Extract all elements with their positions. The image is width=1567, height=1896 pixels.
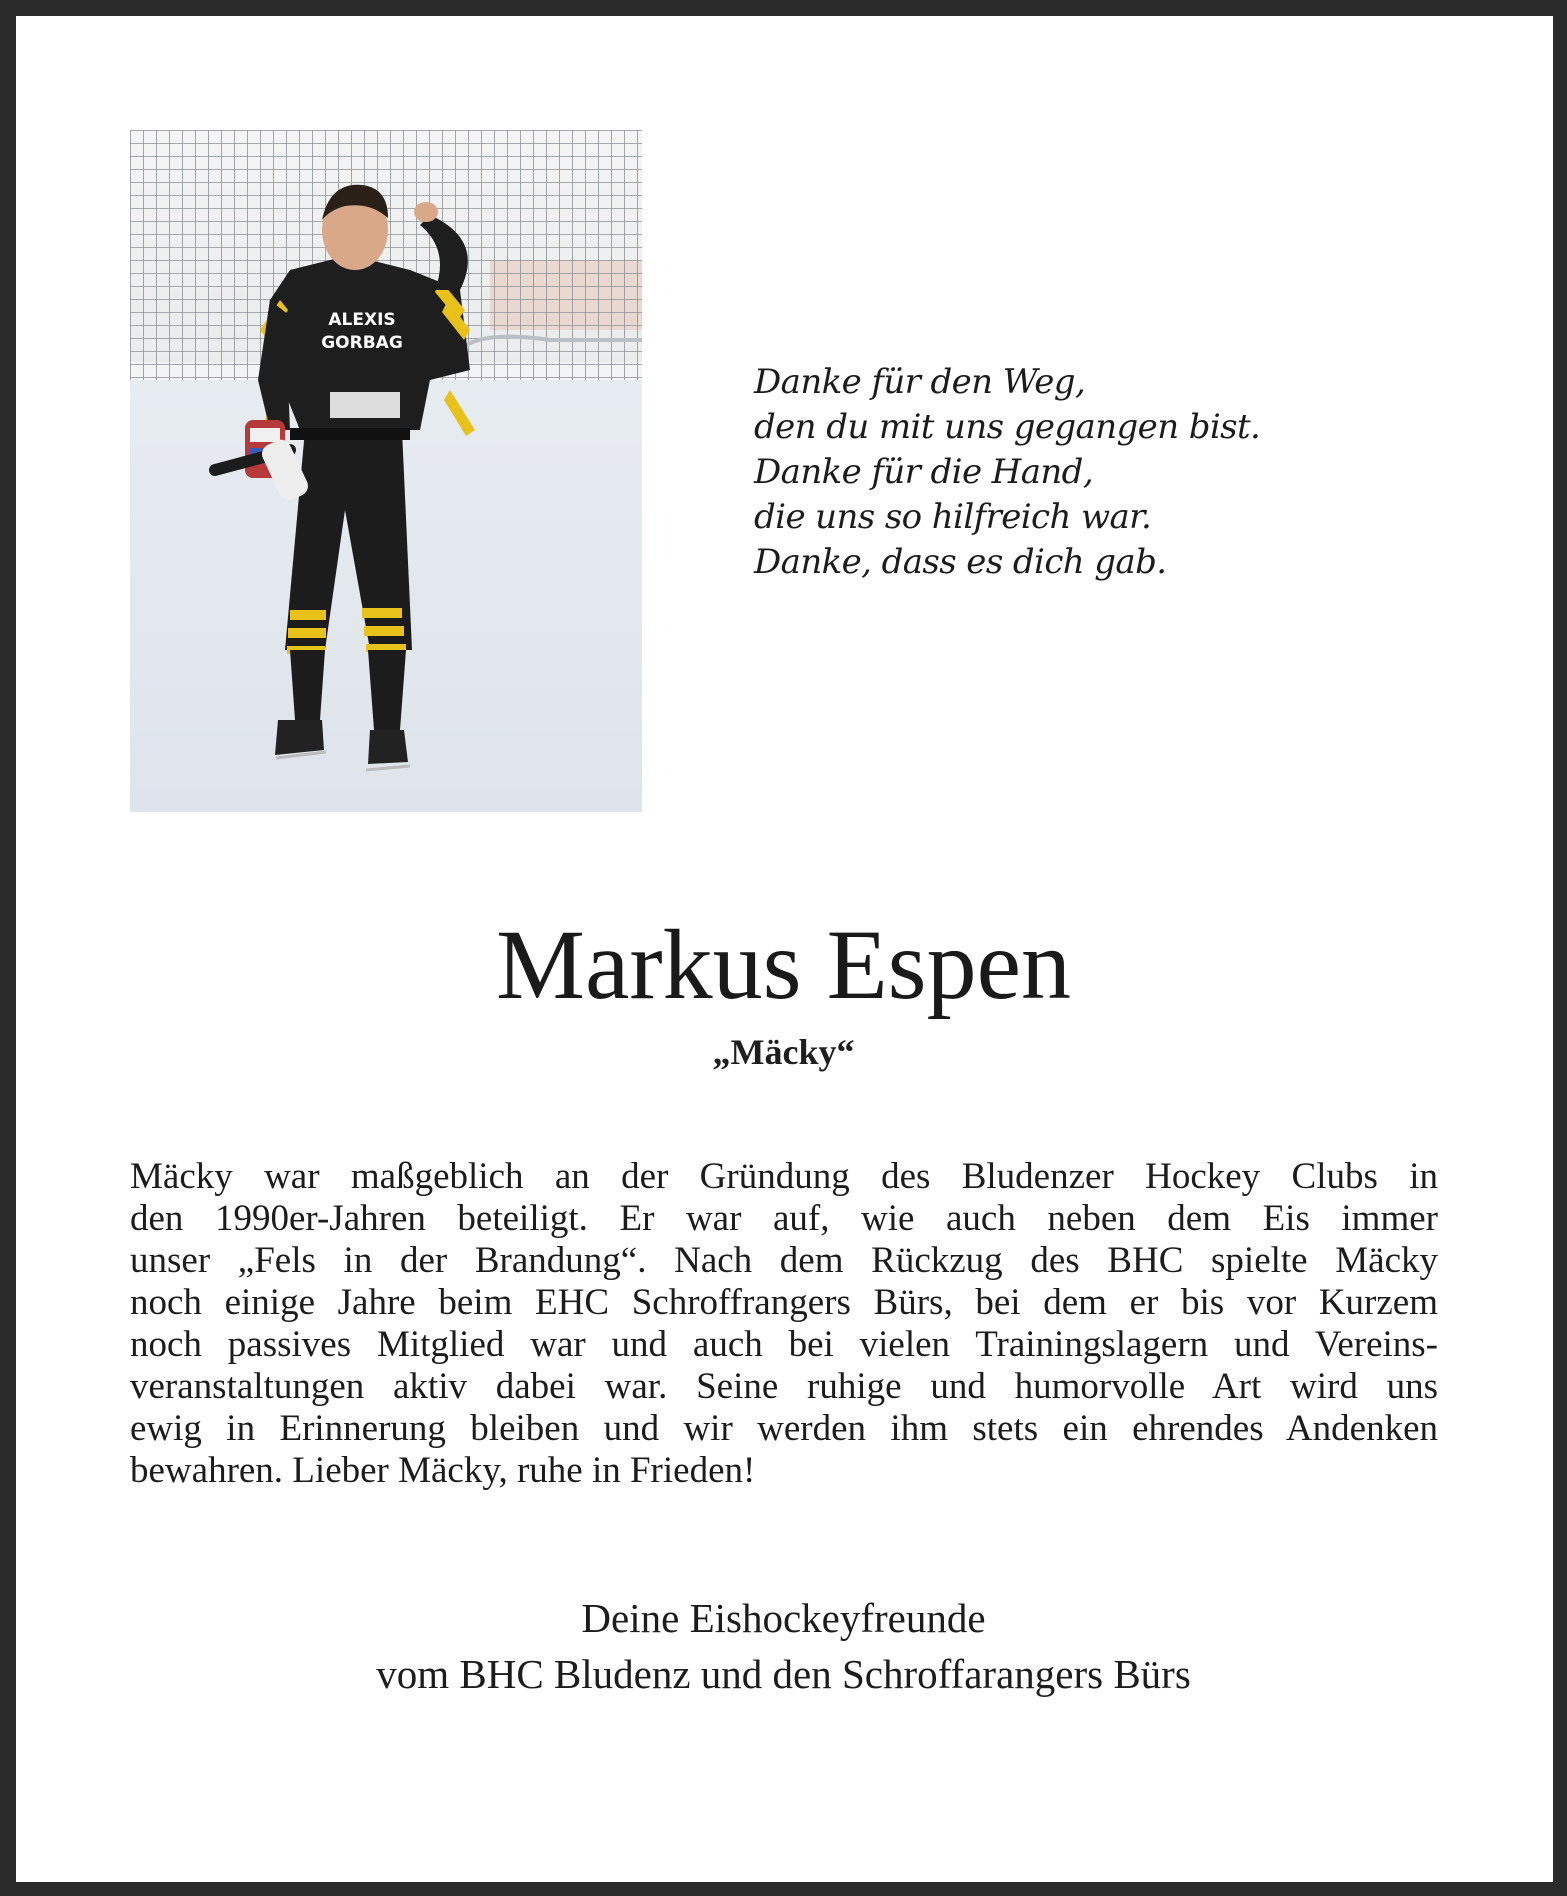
poem-line: den du mit uns gegangen bist. xyxy=(754,407,1261,447)
obituary-line: Mäcky war maßgeblich an der Gründung des Bludenzer Hockey Clubs in xyxy=(130,1156,1438,1197)
deceased-name: Markus Espen xyxy=(496,909,1071,1020)
poem-line: Danke für den Weg, xyxy=(754,362,1086,402)
signature-line-2: vom BHC Bludenz und den Schroffarangers Bürs xyxy=(376,1651,1191,1697)
jersey-text-line1: ALEXIS xyxy=(328,310,396,330)
jersey-text-line2: GORBAG xyxy=(321,333,403,353)
obituary-line: veranstaltungen aktiv dabei war. Seine ruhige und humorvolle Art wird uns xyxy=(130,1366,1438,1407)
hockey-player-photo xyxy=(130,130,642,812)
poem-line: Danke, dass es dich gab. xyxy=(754,542,1167,582)
poem xyxy=(754,360,1260,585)
obituary-line: bewahren. Lieber Mäcky, ruhe in Frieden! xyxy=(130,1450,756,1491)
obituary-line: noch passives Mitglied war und auch bei vielen Trainingslagern und Vereins- xyxy=(130,1324,1438,1365)
hockey-player-image xyxy=(130,130,642,812)
obituary-line: unser „Fels in der Brandung“. Nach dem Rückzug des BHC spielte Mäcky xyxy=(130,1240,1438,1281)
signature xyxy=(0,1590,1567,1702)
poem-line: die uns so hilfreich war. xyxy=(754,497,1152,537)
poem-line: Danke für die Hand, xyxy=(754,452,1094,492)
obituary-line: ewig in Erinnerung bleiben und wir werden ihm stets ein ehrendes Andenken xyxy=(130,1408,1438,1449)
obituary-line: noch einige Jahre beim EHC Schroffrangers Bürs, bei dem er bis vor Kurzem xyxy=(130,1282,1438,1323)
obituary-text xyxy=(130,1156,1438,1492)
deceased-nickname: „Mäcky“ xyxy=(712,1032,855,1072)
obituary-line: den 1990er-Jahren beteiligt. Er war auf, wie auch neben dem Eis immer xyxy=(130,1198,1438,1239)
signature-line-1: Deine Eishockeyfreunde xyxy=(581,1595,986,1641)
